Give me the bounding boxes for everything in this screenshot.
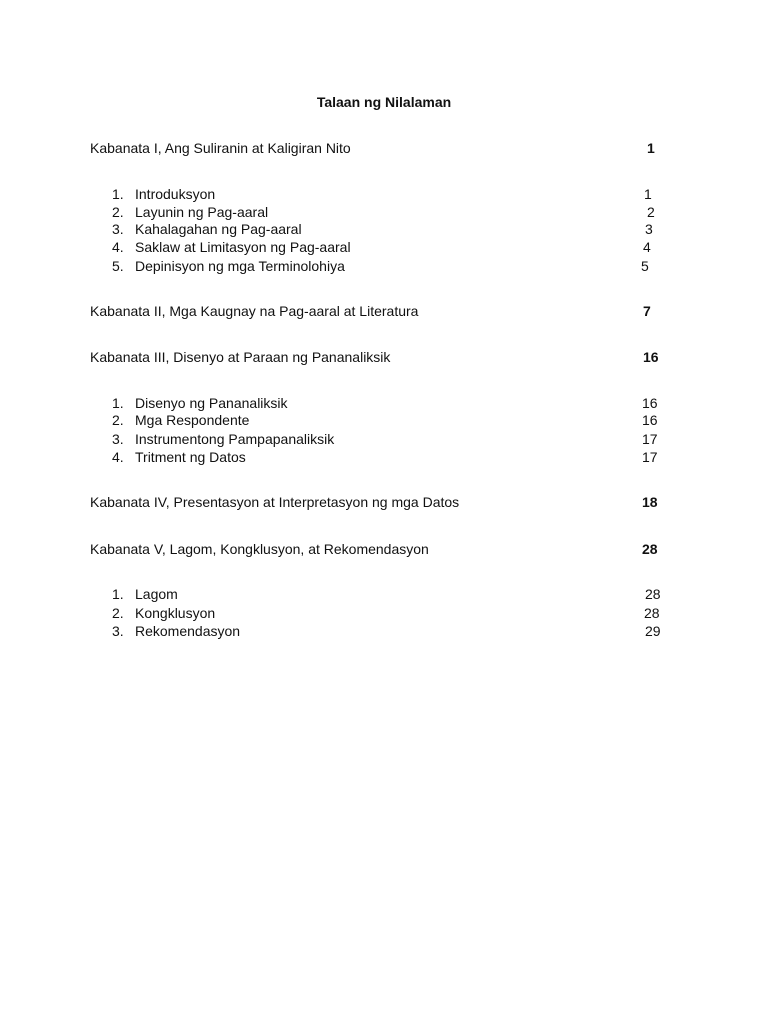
item-page-number: 16 <box>642 395 658 411</box>
chapter-page-number: 28 <box>642 541 658 557</box>
toc-item <box>112 186 672 204</box>
item-number: 4. <box>112 449 124 465</box>
item-number: 2. <box>112 605 124 621</box>
item-label: Rekomendasyon <box>135 623 241 639</box>
toc-item <box>112 204 672 222</box>
toc-chapter-1 <box>90 140 670 160</box>
toc-item <box>112 605 672 623</box>
chapter-label: Kabanata V, Lagom, Kongklusyon, at Rekomendasyon <box>90 541 429 557</box>
item-label: Layunin ng Pag-aaral <box>135 204 269 220</box>
item-number: 1. <box>112 586 124 602</box>
item-label: Disenyo ng Pananaliksik <box>135 395 288 411</box>
item-number: 1. <box>112 186 124 202</box>
item-number: 2. <box>112 412 124 428</box>
item-number: 3. <box>112 431 124 447</box>
item-label: Kongklusyon <box>135 605 216 621</box>
item-page-number: 28 <box>645 586 661 602</box>
item-page-number: 5 <box>641 258 649 274</box>
chapter-label: Kabanata I, Ang Suliranin at Kaligiran Nito <box>90 140 351 156</box>
item-page-number: 29 <box>645 623 661 639</box>
chapter-label: Kabanata IV, Presentasyon at Interpretasyon ng mga Datos <box>90 494 460 510</box>
toc-item <box>112 395 672 413</box>
item-page-number: 3 <box>645 221 653 237</box>
item-label: Instrumentong Pampapanaliksik <box>135 431 335 447</box>
page-title: Talaan ng Nilalaman <box>316 94 452 110</box>
toc-item <box>112 449 672 467</box>
item-label: Depinisyon ng mga Terminolohiya <box>135 258 345 274</box>
item-page-number: 2 <box>647 204 655 220</box>
item-number: 3. <box>112 221 124 237</box>
item-label: Mga Respondente <box>135 412 250 428</box>
item-number: 2. <box>112 204 124 220</box>
item-label: Kahalagahan ng Pag-aaral <box>135 221 302 237</box>
item-label: Lagom <box>135 586 178 602</box>
item-number: 4. <box>112 239 124 255</box>
chapter-page-number: 16 <box>643 349 659 365</box>
item-label: Introduksyon <box>135 186 216 202</box>
chapter-page-number: 18 <box>642 494 658 510</box>
item-number: 5. <box>112 258 124 274</box>
chapter-page-number: 1 <box>647 140 655 156</box>
item-number: 3. <box>112 623 124 639</box>
item-page-number: 16 <box>642 412 658 428</box>
item-page-number: 17 <box>642 431 658 447</box>
item-page-number: 1 <box>644 186 652 202</box>
item-page-number: 4 <box>643 239 651 255</box>
toc-item <box>112 431 672 449</box>
item-label: Tritment ng Datos <box>135 449 246 465</box>
toc-chapter-3 <box>90 349 670 369</box>
item-number: 1. <box>112 395 124 411</box>
chapter-label: Kabanata II, Mga Kaugnay na Pag-aaral at Literatura <box>90 303 419 319</box>
item-page-number: 28 <box>644 605 660 621</box>
toc-item <box>112 221 672 239</box>
toc-item <box>112 258 672 276</box>
toc-item <box>112 586 672 604</box>
toc-chapter-5 <box>90 541 670 561</box>
toc-chapter-2 <box>90 303 670 323</box>
toc-item <box>112 412 672 430</box>
toc-item <box>112 623 672 641</box>
chapter-label: Kabanata III, Disenyo at Paraan ng Pananaliksik <box>90 349 391 365</box>
toc-chapter-4 <box>90 494 670 514</box>
chapter-page-number: 7 <box>643 303 651 319</box>
toc-item <box>112 239 672 257</box>
item-label: Saklaw at Limitasyon ng Pag-aaral <box>135 239 351 255</box>
item-page-number: 17 <box>642 449 658 465</box>
